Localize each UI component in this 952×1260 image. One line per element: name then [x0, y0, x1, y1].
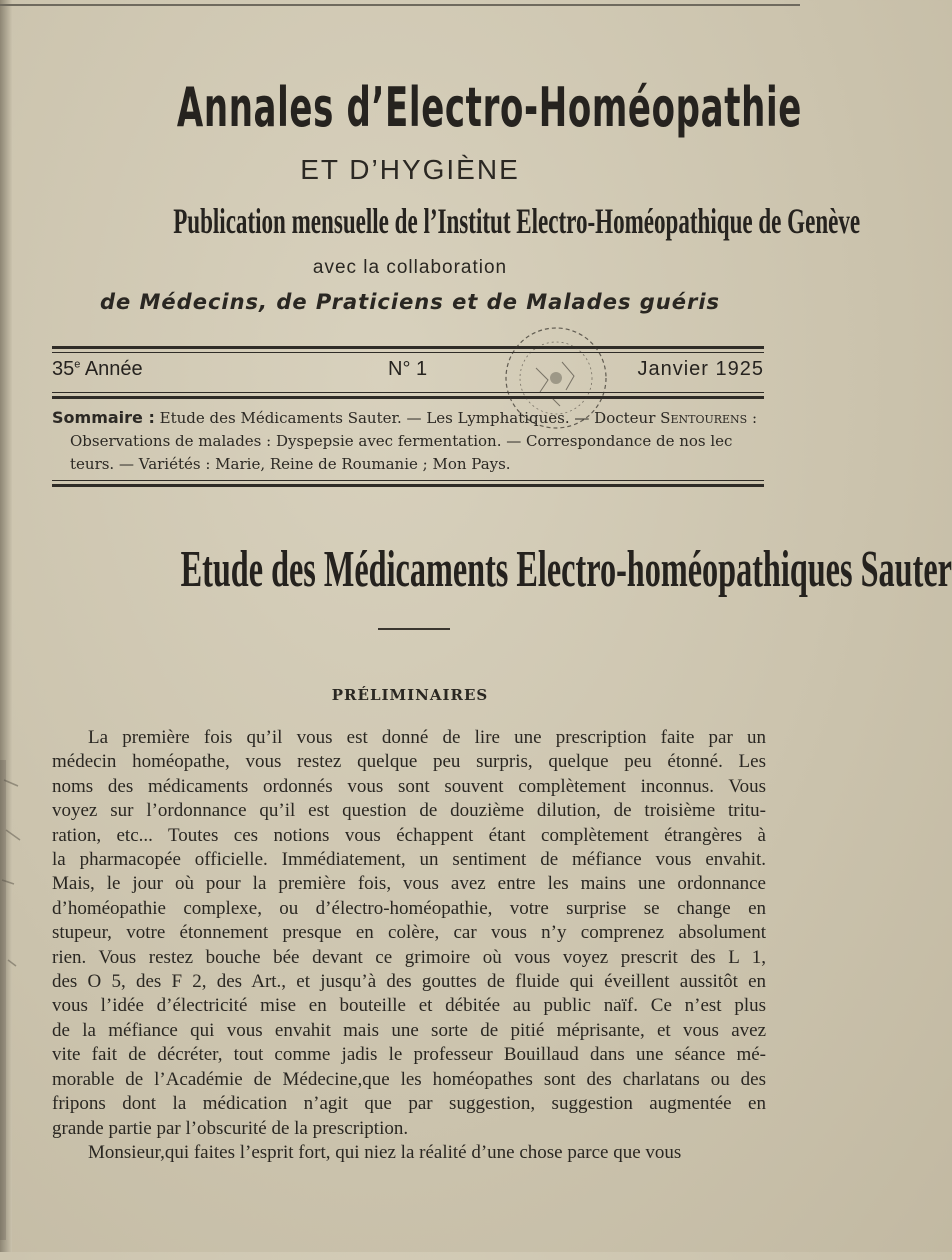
toc-line-3: teurs. — Variétés : Marie, Reine de Roumanie ; Mon Pays. [70, 455, 511, 473]
publication-line: Publication mensuelle de l’Institut Electro-Homéopathique de Genève [173, 201, 861, 241]
toc-line-1: Sommaire : Etude des Médicaments Sauter. — Les Lymphatiques. — Docteur Sentourens : [52, 408, 758, 427]
article-body [52, 726, 766, 1165]
article-line: Monsieur,qui faites l’esprit fort, qui niez la réalité d’une chose parce que vous [88, 1141, 682, 1163]
contributors-line: de Médecins, de Praticiens et de Malades guéris [99, 290, 721, 314]
article-line: vite fait de décréter, tout comme jadis le professeur Bouillaud dans une séance mé- [52, 1044, 766, 1066]
issue-info-row [52, 358, 764, 386]
header-rule-mid-thin [52, 392, 764, 393]
article-line: stupeur, votre étonnement presque en colère, car vous n’y comprenez absolument [52, 922, 766, 944]
article-title: Etude des Médicaments Electro-homéopathiques Sauter [180, 541, 952, 598]
article-line: voyez sur l’ordonnance qu’il est question de douzième dilution, de troisième tritu- [52, 800, 766, 822]
article-line: ration, etc... Toutes ces notions vous échappent étant complètement étrangères à [52, 824, 766, 846]
header-rule-mid [52, 396, 764, 399]
article-line: noms des médicaments ordonnés vous sont souvent complètement inconnus. Vous [52, 775, 766, 797]
top-border-line [0, 4, 800, 6]
collaboration-line: avec la collaboration [312, 257, 508, 278]
header-rule-top-thin [52, 352, 764, 353]
issue-date: Janvier 1925 [637, 358, 764, 380]
article-line: Mais, le jour où pour la première fois, vous avez entre les mains une ordonnance [52, 873, 766, 895]
article-line: médecin homéopathe, vous restez quelque peu surpris, quelque peu étonné. Les [52, 751, 766, 773]
article-line: La première fois qu’il vous est donné de lire une prescription faite par un [88, 727, 766, 748]
journal-title: Annales d’Electro-Homéopathie [176, 76, 802, 139]
issue-number: N° 1 [388, 358, 428, 380]
issue-year: 35e Année [52, 358, 143, 380]
toc-rule-thin [52, 480, 764, 481]
margin-stain-icon [0, 760, 40, 1260]
article-line: rien. Vous restez bouche bée devant ce grimoire où vous voyez prescrit des L 1, [52, 946, 766, 968]
table-of-contents [52, 406, 764, 476]
title-divider [378, 628, 450, 630]
article-line: morable de l’Académie de Médecine,que les homéopathes sont des charlatans ou des [52, 1068, 766, 1090]
article-line: fripons dont la médication n’agit que par suggestion, suggestion augmentée en [52, 1093, 766, 1115]
header-rule-top [52, 346, 764, 349]
article-line: vous l’idée d’électricité mise en bouteille et débitée au public naïf. Ce n’est plus [52, 995, 766, 1017]
article-line: des O 5, des F 2, des Art., et jusqu’à des gouttes de fluide qui éveillent aussitôt en [52, 971, 766, 993]
toc-rule-thick [52, 484, 764, 487]
article-line: grande partie par l’obscurité de la prescription. [52, 1117, 409, 1139]
toc-label: Sommaire : [52, 408, 155, 427]
journal-subtitle: ET D’HYGIÈNE [300, 154, 520, 185]
article-line: de la méfiance qui vous envahit mais une sorte de pitié méprisante, et vous avez [52, 1019, 766, 1041]
section-heading: PRÉLIMINAIRES [331, 686, 489, 704]
toc-line-2: Observations de malades : Dyspepsie avec fermentation. — Correspondance de nos lec [70, 432, 733, 450]
article-line: d’homéopathie complexe, ou d’électro-homéopathie, votre surprise se change en [52, 897, 766, 919]
article-line: la pharmacopée officielle. Immédiatement, un sentiment de méfiance vous envahit. [52, 849, 766, 871]
